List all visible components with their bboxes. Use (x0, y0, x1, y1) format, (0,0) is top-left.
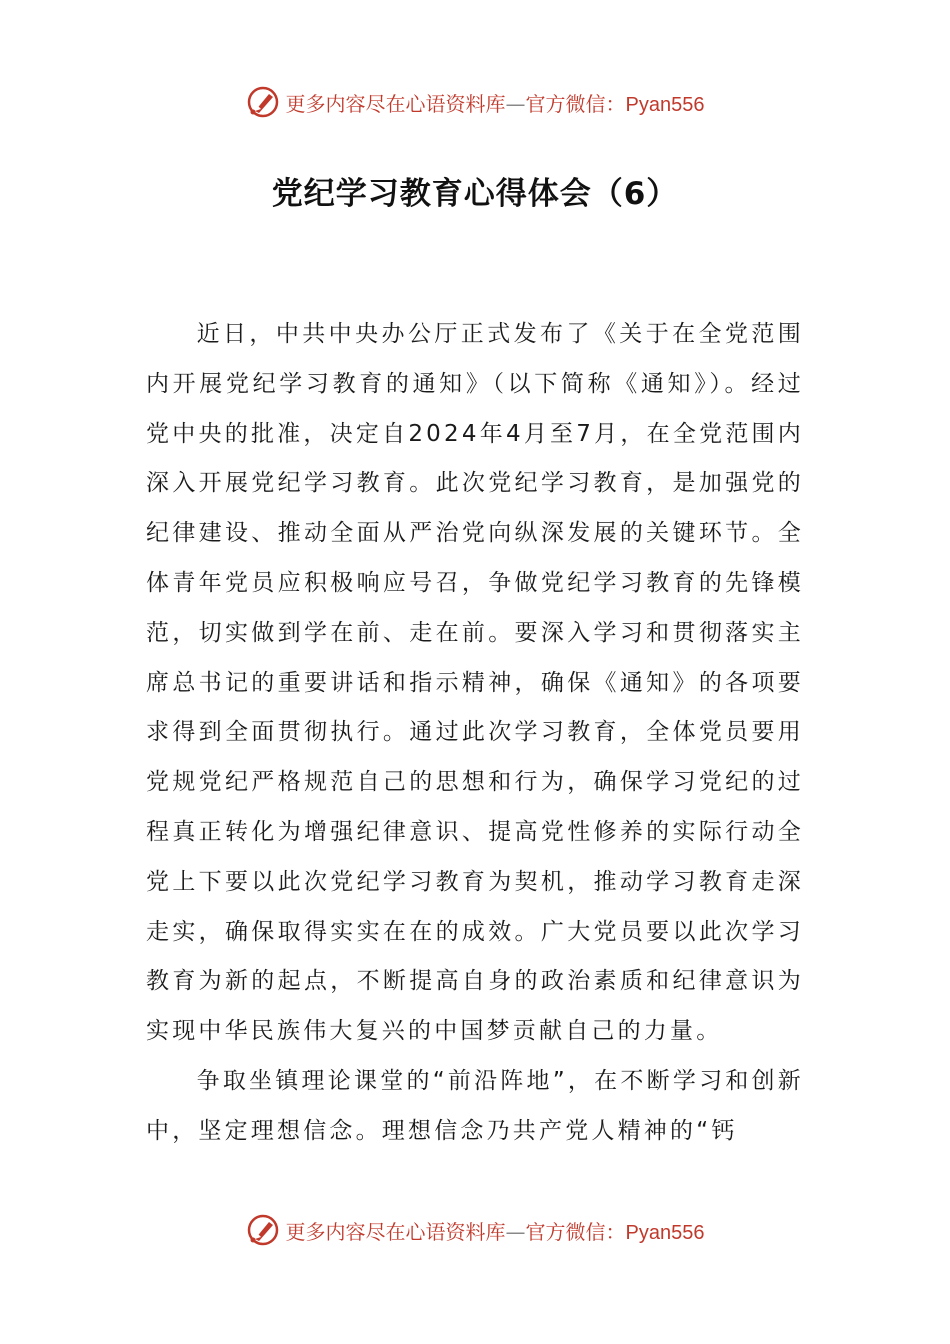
banner-wechat-text: 官方微信：Pyan556 (525, 1221, 705, 1244)
document-body (146, 310, 804, 1157)
banner-wechat-text: 官方微信：Pyan556 (525, 93, 705, 116)
header-watermark-banner (0, 80, 950, 124)
pen-logo-icon (246, 1213, 280, 1247)
pen-logo-icon (246, 85, 280, 119)
document-title: 党纪学习教育心得体会（6） (271, 176, 679, 212)
footer-watermark-banner (0, 1208, 950, 1252)
body-paragraph-1: 近日，中共中央办公厅正式发布了《关于在全党范围内开展党纪学习教育的通知》（以下简称《通知》）。经过党中央的批准，决定自2024年4月至7月，在全党范围内深入开展党纪学习教育。此次党纪学习教育，是加强党的纪律建设、推动全面从严治党向纵深发展的关键环节。全体青年党员应积极响应号召，争做党纪学习教育的先锋模范，切实做到学在前、走在前。要深入学习和贯彻落实主席总书记的重要讲话和指示精神，确保《通知》的各项要求得到全面贯彻执行。通过此次学习教育，全体党员要用党规党纪严格规范自己的思想和行为，确保学习党纪的过程真正转化为增强纪律意识、提高党性修养的实际行动全党上下要以此次党纪学习教育为契机，推动学习教育走深走实，确保取得实实在在的成效。广大党员要以此次学习教育为新的起点，不断提高自身的政治素质和纪律意识为实现中华民族伟大复兴的中国梦贡献自己的力量。 (146, 321, 804, 1045)
body-paragraph-2: 争取坐镇理论课堂的“前沿阵地”，在不断学习和创新中，坚定理想信念。理想信念乃共产党人精神的“钙 (146, 1067, 804, 1144)
banner-separator: — (505, 1219, 526, 1244)
banner-separator: — (505, 91, 526, 116)
banner-brand-text: 更多内容尽在心语资料库 (285, 91, 506, 116)
banner-brand-text: 更多内容尽在心语资料库 (285, 1219, 506, 1244)
